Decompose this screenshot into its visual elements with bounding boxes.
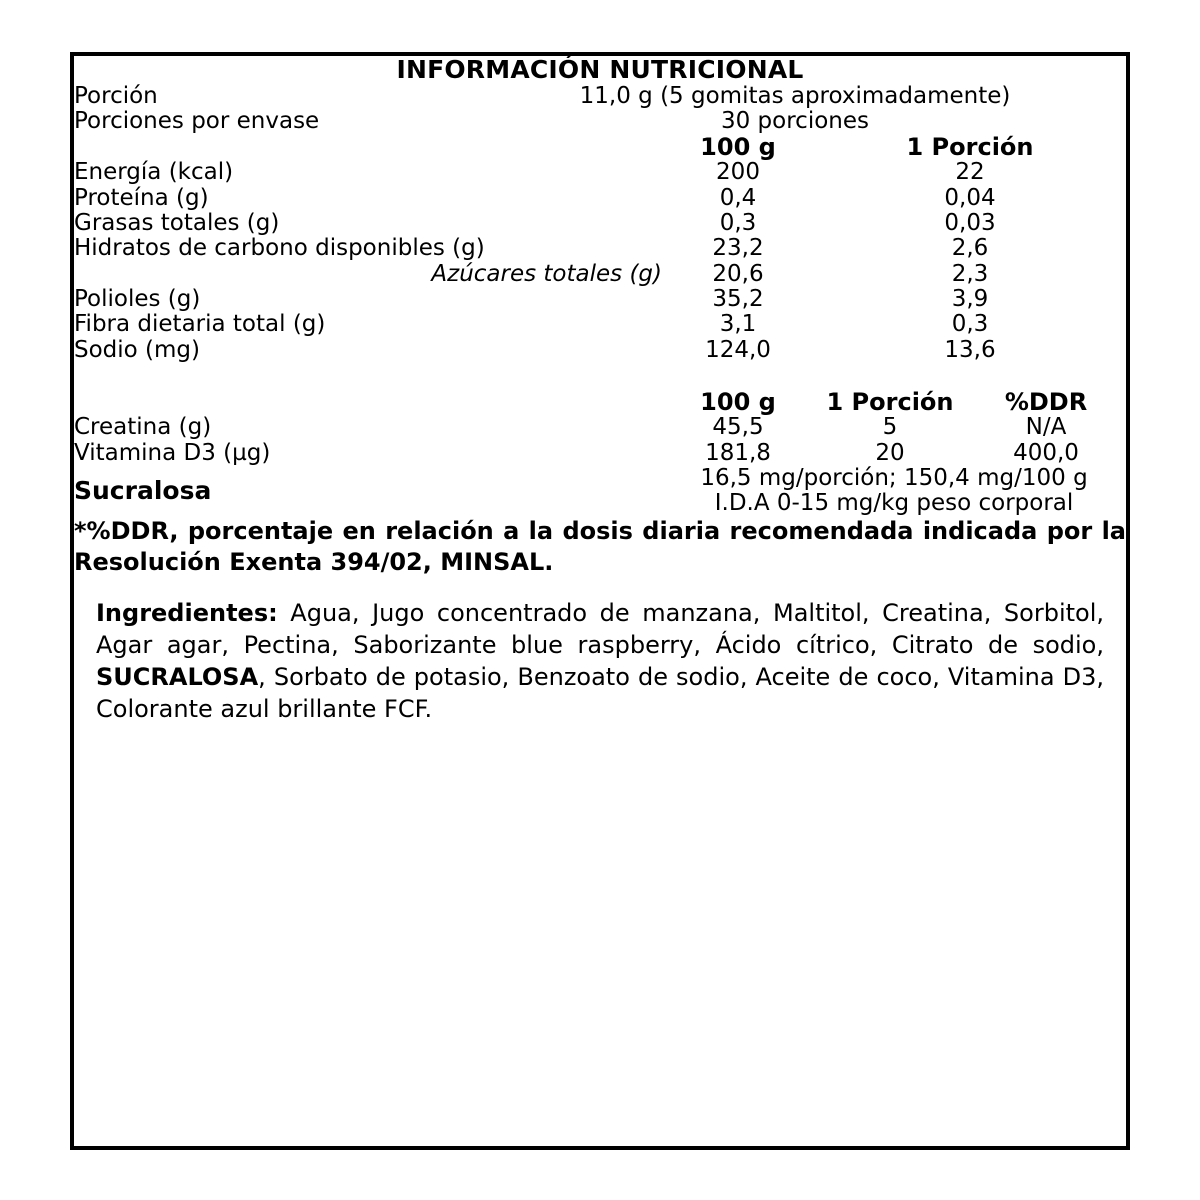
table-row (74, 211, 1126, 236)
nutrient-label: Energía (kcal) (74, 159, 234, 186)
nutrient-per-serving: 2,3 (951, 260, 989, 287)
nutrient-label: Polioles (g) (74, 285, 201, 312)
supplement-header-per-100g: 100 g (700, 387, 776, 416)
table-row (74, 236, 1126, 261)
nutrient-per-serving: 0,3 (951, 311, 989, 338)
ingredients-text-before: Agua, Jugo concentrado de manzana, Maltitol, Creatina, Sorbitol, Agar agar, Pectina, Saborizante blue raspberry, Ácido cítrico, Citrato de sodio, (96, 598, 1104, 659)
nutrient-per-100g: 0,3 (719, 210, 757, 237)
supplement-per-serving: 20 (875, 439, 905, 466)
supplement-table (74, 389, 1126, 466)
nutrient-per-100g: 3,1 (719, 311, 757, 338)
ingredients-text-after: , Sorbato de potasio, Benzoato de sodio, Aceite de coco, Vitamina D3, Colorante azul brillante FCF. (96, 662, 1104, 723)
table-row (74, 338, 1126, 363)
nutrient-label: Hidratos de carbono disponibles (g) (74, 235, 485, 262)
main-header-blank (74, 134, 662, 160)
nutrient-label: Fibra dietaria total (g) (74, 311, 326, 338)
nutrient-per-100g: 35,2 (712, 285, 764, 312)
serving-value: 11,0 g (5 gomitas aproximadamente) (579, 82, 1011, 109)
servings-per-container-label: Porciones por envase (74, 107, 320, 134)
nutrient-label-sub: Azúcares totales (g) (431, 260, 662, 287)
table-row (74, 466, 1126, 491)
nutrient-per-serving: 2,6 (951, 235, 989, 262)
table-row (74, 160, 1126, 185)
table-row (74, 312, 1126, 337)
ingredients-emphasis: SUCRALOSA (96, 662, 259, 691)
ddr-footnote: *%DDR, porcentaje en relación a la dosis diaria recomendada indicada por la Resolución Exenta 394/02, MINSAL. (74, 517, 1126, 577)
table-row (74, 415, 1126, 440)
nutrient-label: Proteína (g) (74, 184, 209, 211)
spacer-cell (74, 363, 1126, 389)
nutrient-per-serving: 0,03 (944, 210, 996, 237)
sweetener-label: Sucralosa (74, 476, 212, 506)
nutrient-per-serving: 3,9 (951, 285, 989, 312)
nutrient-per-100g: 0,4 (719, 184, 757, 211)
nutrient-label: Sodio (mg) (74, 336, 200, 363)
nutrient-per-100g: 20,6 (712, 260, 764, 287)
supplement-ddr: N/A (1025, 414, 1067, 441)
table-header-row (74, 134, 1126, 160)
nutrient-per-serving: 22 (955, 159, 985, 186)
table-row (74, 287, 1126, 312)
supplement-label: Vitamina D3 (µg) (74, 439, 271, 466)
nutrient-per-serving: 0,04 (944, 184, 996, 211)
supplement-label: Creatina (g) (74, 414, 212, 441)
supplement-ddr: 400,0 (1013, 439, 1079, 466)
serving-info-table (74, 84, 1126, 135)
footnote-row (74, 516, 1126, 577)
table-spacer (74, 363, 1126, 389)
table-header-row (74, 389, 1126, 415)
main-header-per-100g: 100 g (700, 133, 776, 162)
nutrient-per-100g: 124,0 (705, 336, 771, 363)
ingredients-heading: Ingredientes: (96, 598, 278, 627)
supplement-per-100g: 45,5 (712, 414, 764, 441)
table-row (74, 186, 1126, 211)
supplement-per-serving: 5 (882, 414, 898, 441)
supplement-header-ddr: %DDR (1004, 387, 1088, 416)
supplement-per-100g: 181,8 (705, 439, 771, 466)
table-row (74, 441, 1126, 466)
table-row (74, 109, 1126, 134)
supplement-header-blank (74, 389, 662, 415)
serving-label: Porción (74, 82, 158, 109)
ingredients-block (74, 578, 1126, 736)
nutrient-per-serving: 13,6 (944, 336, 996, 363)
title-section (74, 56, 1126, 84)
nutrient-per-100g: 200 (716, 159, 760, 186)
main-nutrient-table (74, 134, 1126, 389)
supplement-header-per-serving: 1 Porción (826, 387, 954, 416)
sweetener-ida: I.D.A 0-15 mg/kg peso corporal (714, 490, 1074, 517)
sweetener-table (74, 466, 1126, 578)
servings-per-container-value: 30 porciones (720, 107, 870, 134)
table-row (74, 84, 1126, 109)
nutrient-per-100g: 23,2 (712, 235, 764, 262)
sweetener-amount: 16,5 mg/porción; 150,4 mg/100 g (700, 464, 1088, 491)
nutrient-label: Grasas totales (g) (74, 210, 280, 237)
main-header-per-serving: 1 Porción (906, 133, 1034, 162)
nutrition-facts-panel (70, 52, 1130, 1150)
table-row (74, 262, 1126, 287)
page-title: INFORMACIÓN NUTRICIONAL (396, 55, 804, 84)
